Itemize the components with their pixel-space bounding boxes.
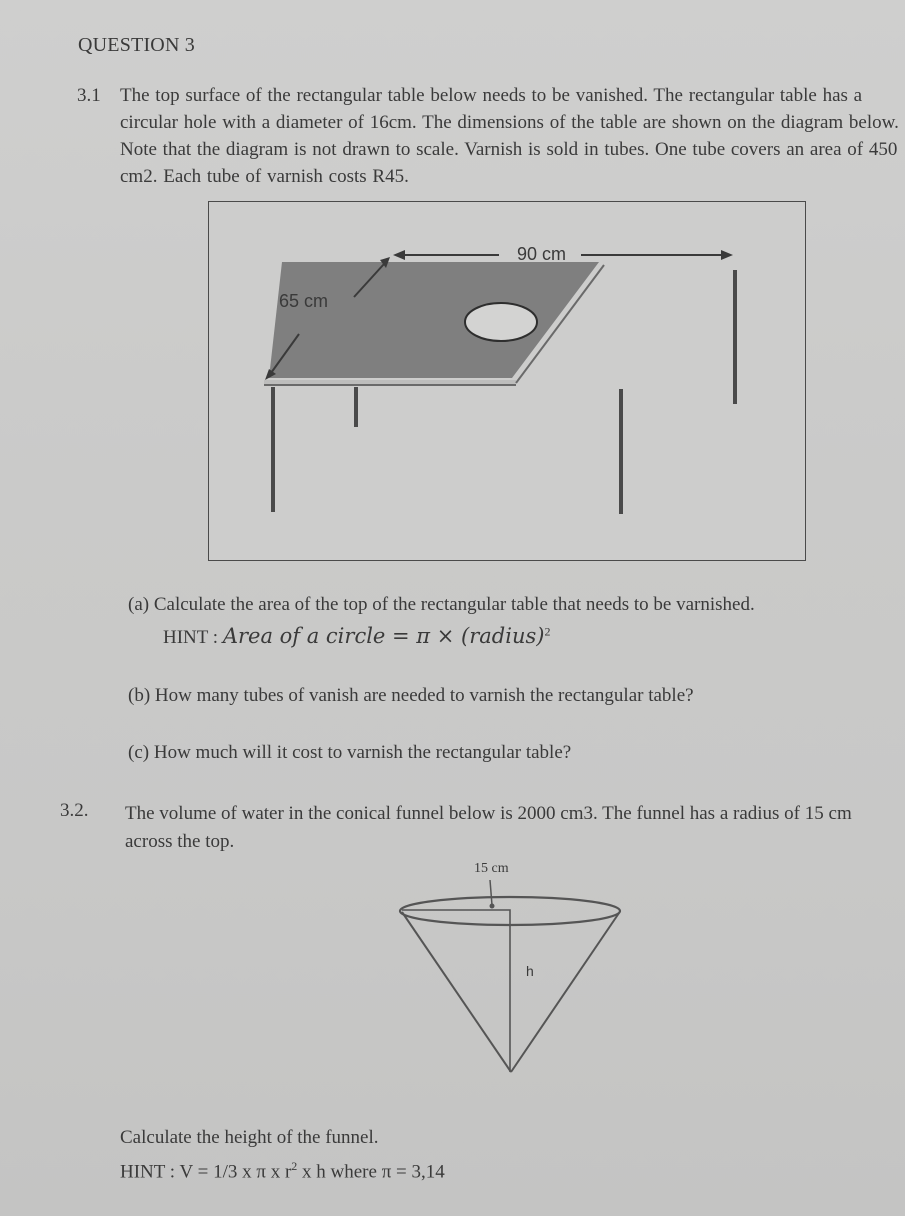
table-illustration: [209, 202, 805, 560]
table-leg: [271, 387, 275, 512]
funnel-side: [511, 913, 619, 1072]
question-3-2-text: The volume of water in the conical funnel below is 2000 cm3. The funnel has a radius of 15 cm across the top.: [125, 803, 852, 852]
part-label: (b): [128, 685, 151, 706]
hint-prefix: HINT :: [120, 1161, 176, 1183]
table-leg: [619, 389, 623, 514]
hint-formula-rest: x h where π = 3,14: [297, 1161, 445, 1183]
question-text: The top surface of the rectangular table below needs to be vanished. The rectangular table has a circular hole with a diameter of 16cm. The dimensions of the table are shown on the diagram below. Note that the diagram is not drawn to scale. Varnish is sold in tubes. One tube covers an area of 450 cm2. Each tube of varnish costs R45.: [120, 85, 899, 187]
question-number: 3.1: [77, 85, 101, 106]
part-a: [128, 594, 755, 616]
part-label: (c): [128, 742, 150, 763]
length-label: 90 cm: [517, 244, 567, 264]
part-text: Calculate the area of the top of the rectangular table that needs to be varnished.: [153, 594, 755, 615]
funnel-side: [402, 912, 511, 1072]
question-number-3-2: 3.2.: [60, 800, 89, 821]
hint-prefix: HINT :: [163, 627, 219, 648]
table-top: [269, 262, 599, 378]
part-label: (a): [128, 594, 150, 615]
table-leg: [733, 270, 737, 404]
hint-exponent: 2: [291, 1159, 298, 1173]
hint-formula: Area of a circle = π × (radius): [222, 624, 545, 648]
part-text: How many tubes of vanish are needed to varnish the rectangular table?: [154, 685, 694, 706]
funnel-diagram: [390, 850, 630, 1090]
part-text: How much will it cost to varnish the rectangular table?: [153, 742, 572, 763]
part-c: [128, 742, 571, 764]
table-diagram: [208, 201, 806, 561]
radius-label: 15 cm: [474, 861, 509, 876]
table-leg: [354, 387, 358, 427]
task-text: Calculate the height of the funnel.: [120, 1127, 379, 1148]
width-label: 65 cm: [279, 291, 329, 311]
question-title: QUESTION 3: [78, 34, 195, 56]
height-label: h: [526, 963, 534, 979]
hint-formula: V = 1/3 x π x r: [179, 1161, 292, 1183]
circular-hole: [465, 303, 537, 341]
hint-volume-cone: [120, 1159, 445, 1183]
question-3-1: [77, 82, 905, 190]
hint-area-circle: [163, 624, 550, 649]
part-b: [128, 685, 694, 707]
hint-exponent: 2: [544, 624, 551, 639]
